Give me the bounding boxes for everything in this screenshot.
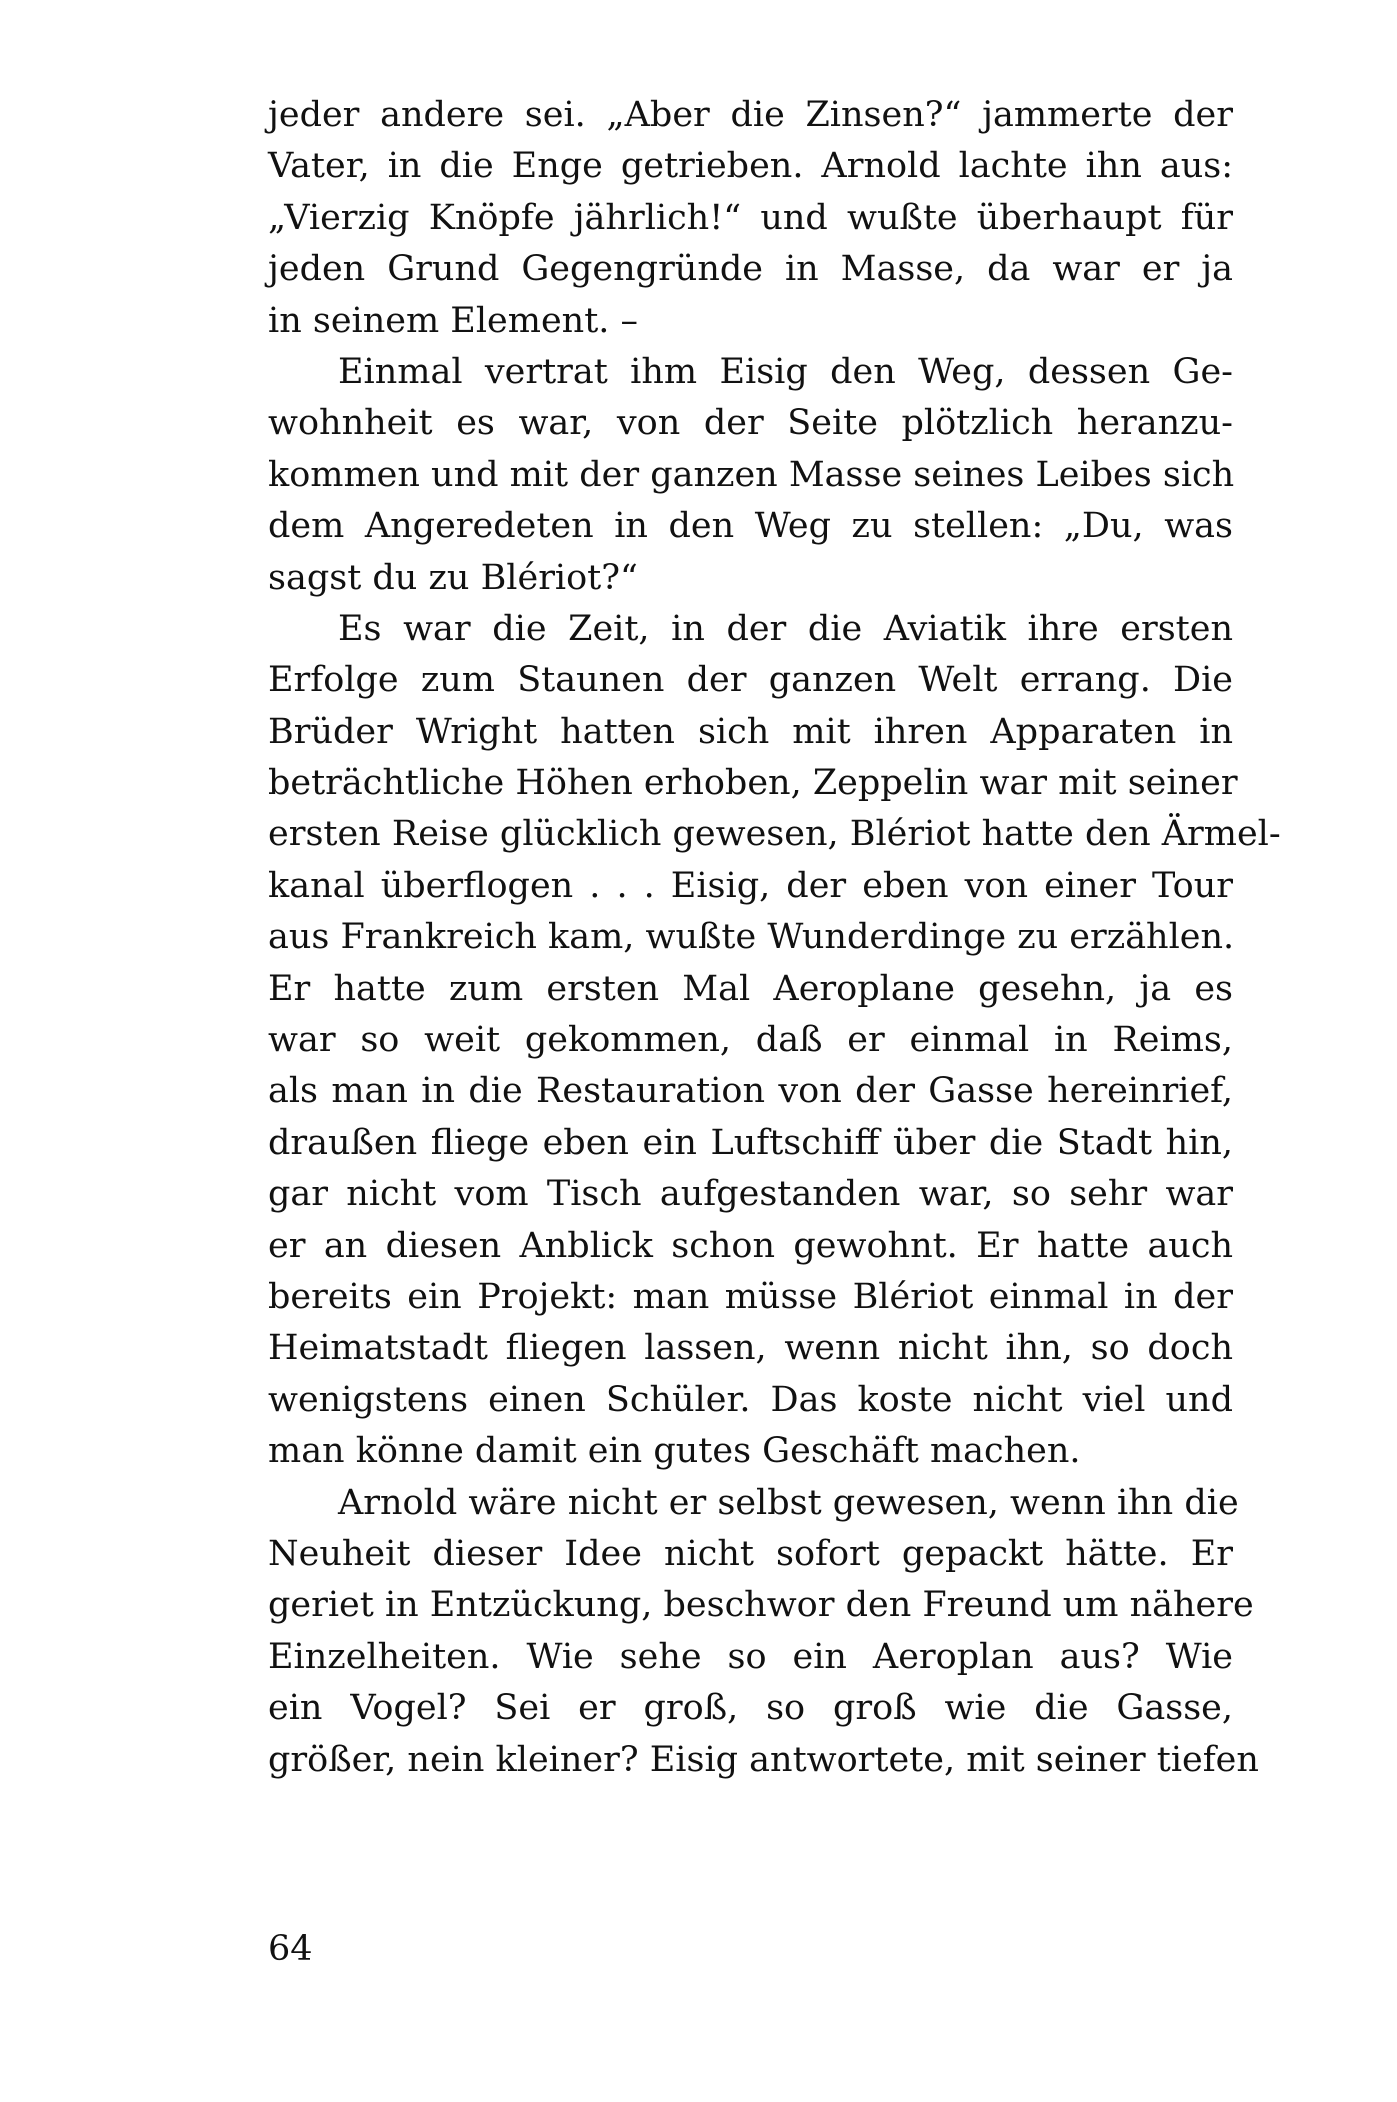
text-line: wohnheit es war, von der Seite plötzlich heranzu- — [268, 403, 1233, 444]
text-line: man könne damit ein gutes Geschäft machen. — [268, 1431, 1081, 1472]
text-line: geriet in Entzückung, beschwor den Freund um nähere — [268, 1585, 1254, 1626]
text-line: Arnold wäre nicht er selbst gewesen, wenn ihn die — [338, 1482, 1239, 1523]
text-line: sagst du zu Blériot?“ — [268, 557, 638, 598]
text-line: als man in die Restauration von der Gasse hereinrief, — [268, 1071, 1233, 1112]
text-line: ein Vogel? Sei er groß, so groß wie die Gasse, — [268, 1688, 1233, 1729]
text-line: jeder andere sei. „Aber die Zinsen?“ jammerte der — [268, 95, 1233, 135]
text-line: Neuheit dieser Idee nicht sofort gepackt hätte. Er — [268, 1533, 1233, 1574]
text-line: kanal überflogen . . . Eisig, der eben von einer Tour — [268, 865, 1233, 906]
text-line: Einmal vertrat ihm Eisig den Weg, dessen Ge- — [338, 351, 1233, 392]
text-line: Einzelheiten. Wie sehe so ein Aeroplan aus? Wie — [268, 1636, 1233, 1677]
page-number: 64 — [268, 1929, 313, 1969]
text-line: Es war die Zeit, in der die Aviatik ihre ersten — [338, 608, 1233, 649]
text-line: aus Frankreich kam, wußte Wunderdinge zu erzählen. — [268, 917, 1235, 958]
text-line: bereits ein Projekt: man müsse Blériot einmal in der — [268, 1276, 1233, 1317]
text-line: Heimatstadt fliegen lassen, wenn nicht ihn, so doch — [268, 1328, 1233, 1369]
text-line: draußen fliege eben ein Luftschiff über die Stadt hin, — [268, 1122, 1233, 1163]
text-line: Vater, in die Enge getrieben. Arnold lachte ihn aus: — [268, 146, 1233, 187]
text-line: Brüder Wright hatten sich mit ihren Apparaten in — [268, 711, 1233, 752]
text-line: Erfolge zum Staunen der ganzen Welt errang. Die — [268, 660, 1233, 701]
text-line: beträchtliche Höhen erhoben, Zeppelin war mit seiner — [268, 763, 1238, 804]
text-line: jeden Grund Gegengründe in Masse, da war er ja — [268, 249, 1233, 290]
text-line: war so weit gekommen, daß er einmal in Reims, — [268, 1020, 1233, 1061]
text-line: kommen und mit der ganzen Masse seines Leibes sich — [268, 454, 1235, 495]
text-line: wenigstens einen Schüler. Das koste nicht viel und — [268, 1379, 1233, 1420]
text-line: in seinem Element. – — [268, 300, 639, 341]
text-line: er an diesen Anblick schon gewohnt. Er hatte auch — [268, 1225, 1233, 1266]
text-line: gar nicht vom Tisch aufgestanden war, so sehr war — [268, 1174, 1233, 1215]
text-line: ersten Reise glücklich gewesen, Blériot hatte den Ärmel- — [268, 814, 1281, 855]
text-line: dem Angeredeten in den Weg zu stellen: „Du, was — [268, 506, 1233, 547]
body-text — [268, 90, 1281, 1786]
text-line: Er hatte zum ersten Mal Aeroplane gesehn, ja es — [268, 968, 1233, 1009]
text-line: „Vierzig Knöpfe jährlich!“ und wußte überhaupt für — [268, 197, 1233, 238]
text-line: größer, nein kleiner? Eisig antwortete, mit seiner tiefen — [268, 1739, 1259, 1780]
